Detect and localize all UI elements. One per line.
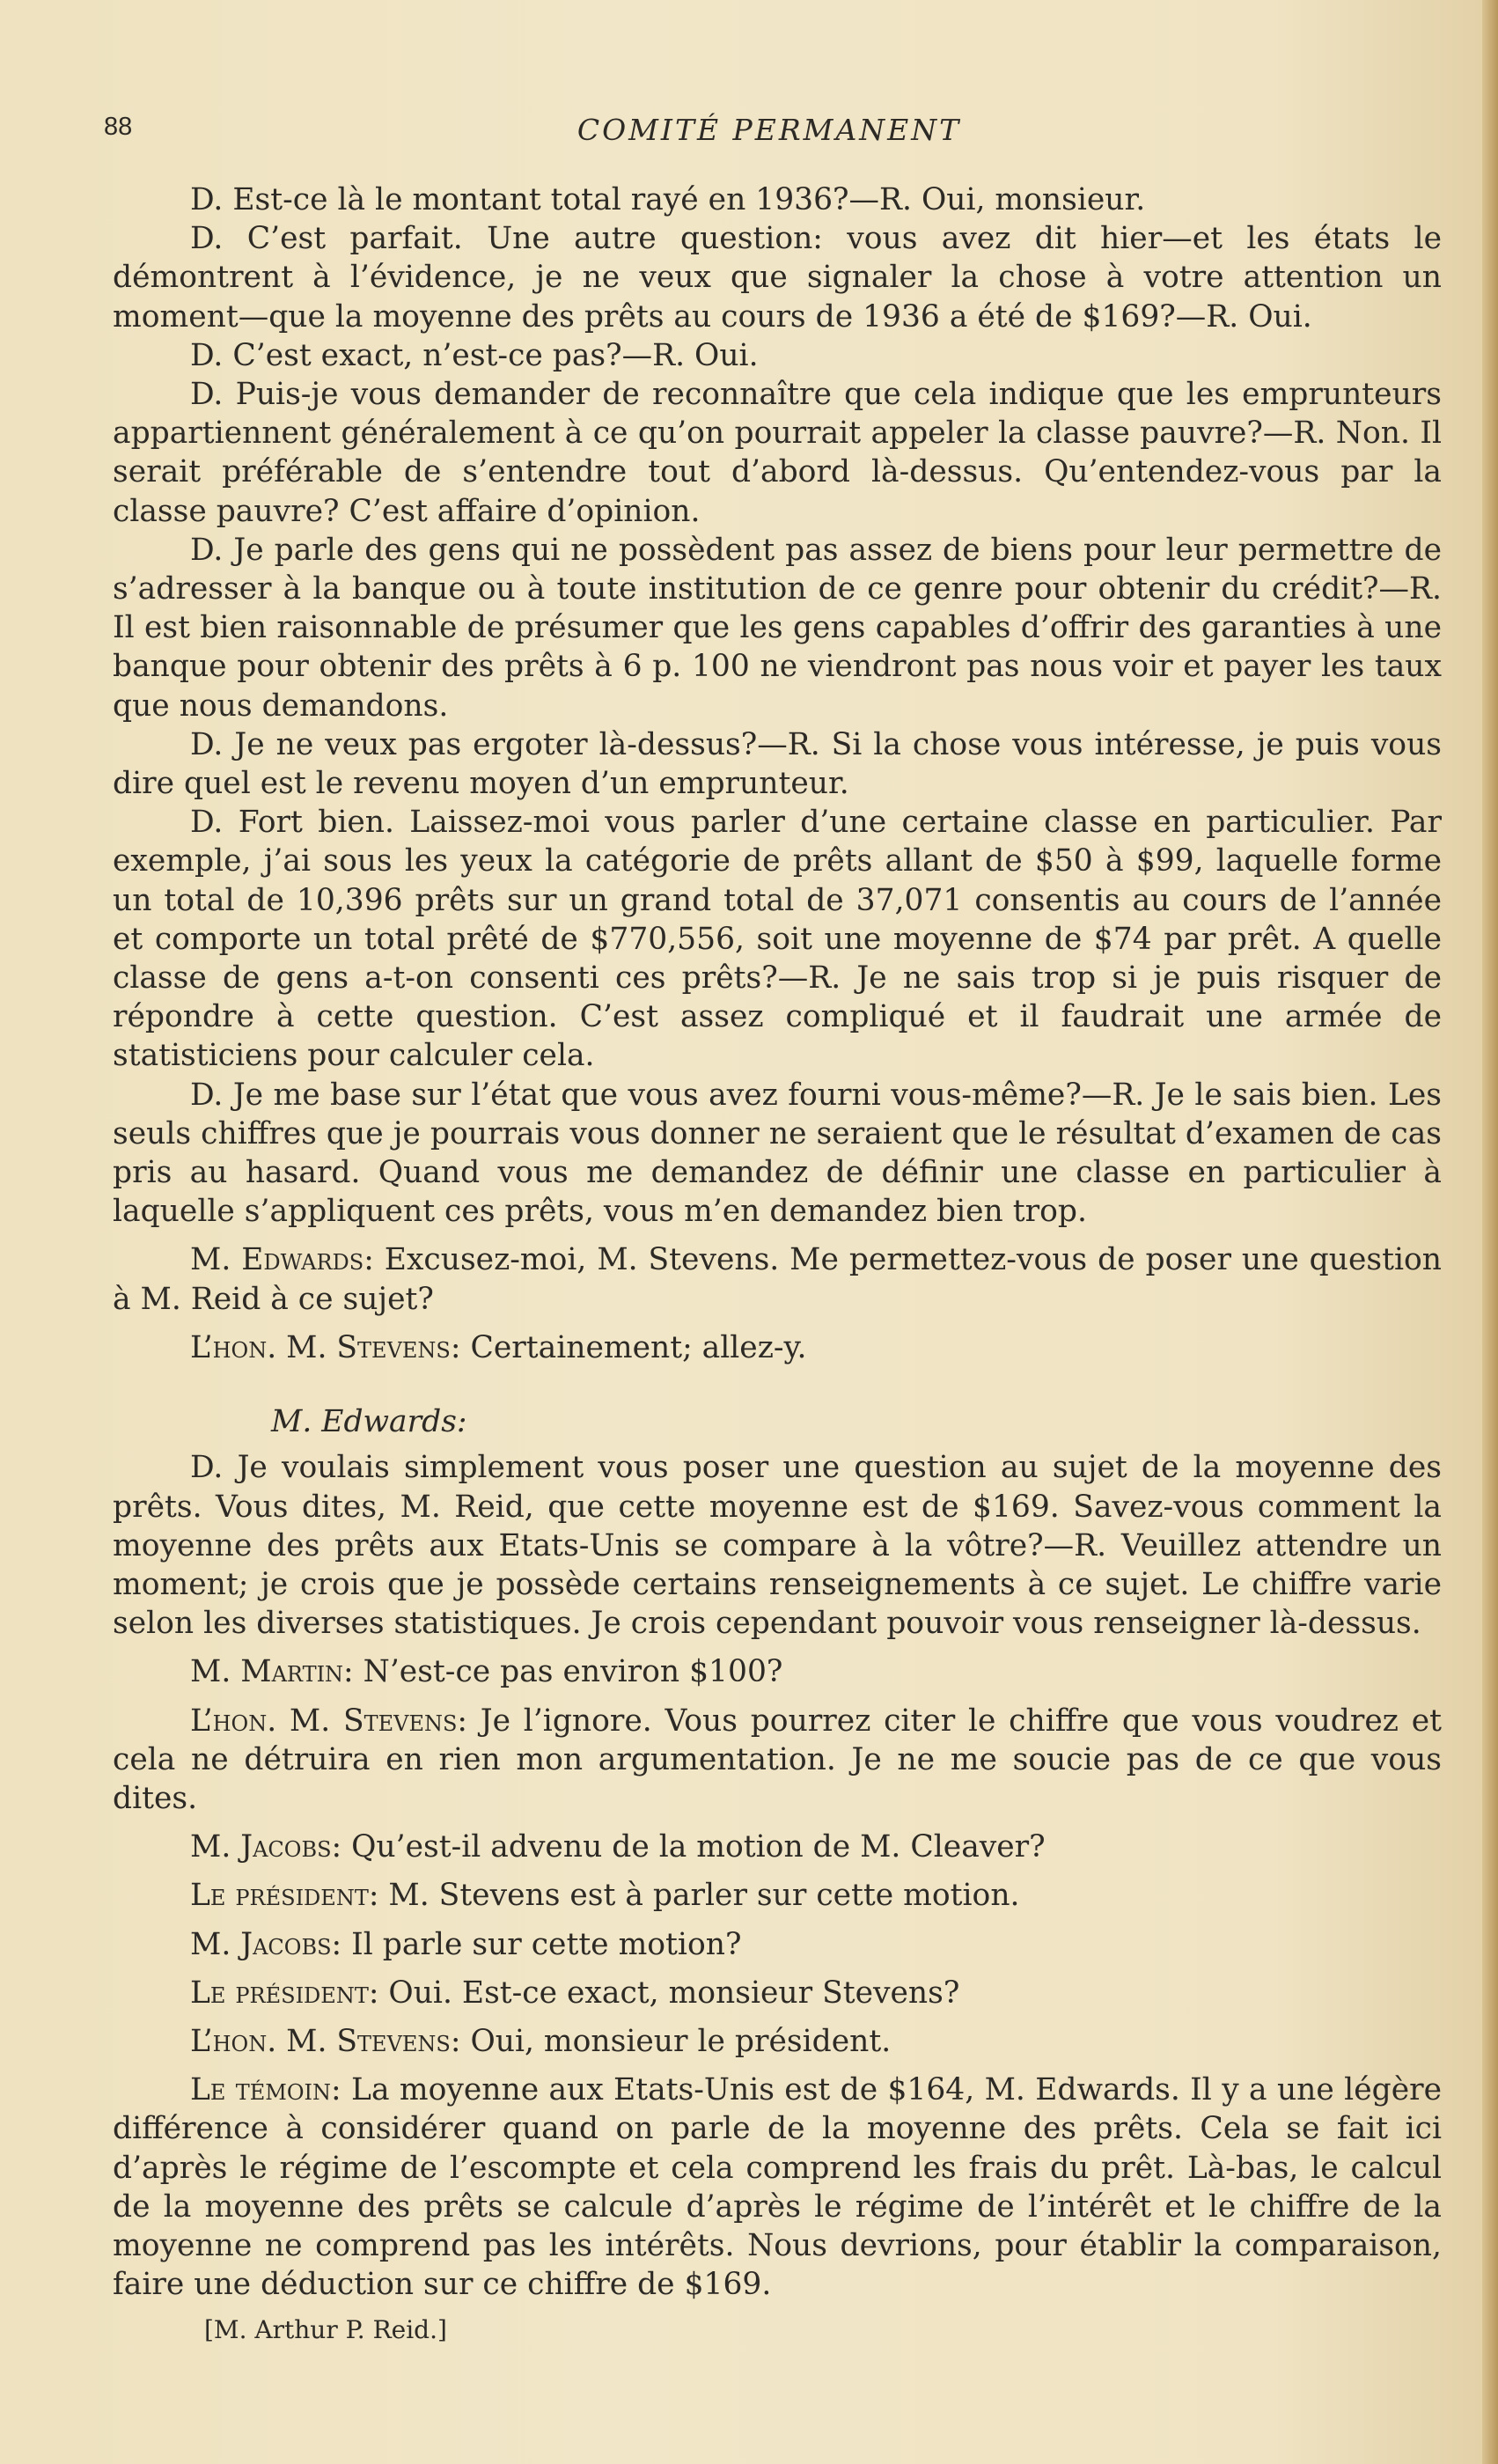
page-number: 88 [104, 113, 133, 141]
speaker-paragraph [113, 1974, 1442, 2012]
speaker-paragraph [113, 1876, 1442, 1915]
page-header [104, 113, 1435, 157]
speaker-paragraph [113, 1240, 1442, 1318]
speaker-paragraph [113, 1702, 1442, 1819]
paragraph: D. Fort bien. Laissez-moi vous parler d’une certaine classe en particulier. Par exemple, j’ai sous les yeux la catégorie de prêts allant de $50 à $99, laquelle forme un total de 10,396 prêts sur un grand total de 37,071 consentis au cours de l’année et comporte un total prêté de $770,556, soit une moyenne de $74 par prêt. A quelle classe de gens a-t-on consenti ces prêts?—R. Je ne sais trop si je puis risquer de répondre à cette question. C’est assez compliqué et il faudrait une armée de statisticiens pour calculer cela. [113, 805, 1442, 1074]
speech-text: Oui. Est-ce exact, monsieur Stevens? [388, 1975, 960, 2011]
paragraph: D. Est-ce là le montant total rayé en 1936?—R. Oui, monsieur. [190, 182, 1146, 217]
speech-text: Oui, monsieur le président. [470, 2023, 892, 2059]
speech-text: Il parle sur cette motion? [351, 1926, 742, 1962]
running-title: COMITÉ PERMANENT [576, 113, 962, 147]
speaker-paragraph [113, 1652, 1442, 1691]
signature-note: [M. Arthur P. Reid.] [204, 2315, 447, 2345]
paragraph: D. Puis-je vous demander de reconnaître que cela indique que les emprunteurs appartiennent généralement à ce qu’on pourrait appeler la classe pauvre?—R. Non. Il serait préférable de s’entendre tout d’abord là-dessus. Qu’entendez-vous par la classe pauvre? C’est affaire d’opinion. [113, 377, 1442, 529]
paragraph: D. Je voulais simplement vous poser une question au sujet de la moyenne des prêts. Vous dites, M. Reid, que cette moyenne est de $169. Savez-vous comment la moyenne des prêts aux Etats-Unis se compare à la vôtre?—R. Veuillez attendre un moment; je crois que je possède certains renseignements à ce sujet. Le chiffre varie selon les diverses statistiques. Je crois cependant pouvoir vous renseigner là-dessus. [113, 1450, 1442, 1642]
speaker-name: L’hon. M. Stevens: [190, 2023, 461, 2059]
speaker-name: M. Martin: [190, 1654, 354, 1690]
speaker-name: M. Jacobs: [190, 1926, 342, 1962]
speech-text: Excusez-moi, M. Stevens. Me permettez-vous de poser une question à M. Reid à ce sujet? [113, 1242, 1442, 1317]
speaker-name: M. Edwards: [190, 1242, 374, 1278]
speech-text: Je l’ignore. Vous pourrez citer le chiffre que vous voudrez et cela ne détruira en rien mon argumentation. Je ne me soucie pas de ce que vous dites. [113, 1703, 1443, 1816]
speaker-name: Le président: [190, 1975, 379, 2011]
speaker-name: Le président: [190, 1878, 379, 1914]
speaker-paragraph [113, 2022, 1442, 2061]
speech-text: Qu’est-il advenu de la motion de M. Cleaver? [351, 1829, 1046, 1865]
speaker-name: L’hon. M. Stevens: [190, 1329, 461, 1365]
paragraph: D. C’est parfait. Une autre question: vous avez dit hier—et les états le démontrent à l’évidence, je ne veux que signaler la chose à votre attention un moment—que la moyenne des prêts au cours de 1936 a été de $169?—R. Oui. [113, 221, 1442, 335]
paragraph: D. Je ne veux pas ergoter là-dessus?—R. Si la chose vous intéresse, je puis vous dire quel est le revenu moyen d’un emprunteur. [113, 726, 1442, 802]
section-heading: M. Edwards: [271, 1404, 467, 1440]
speaker-name: Le témoin: [190, 2072, 341, 2108]
page-body [113, 180, 1442, 2350]
speaker-paragraph [113, 1828, 1442, 1866]
speaker-name: M. Jacobs: [190, 1829, 342, 1865]
paragraph: D. Je parle des gens qui ne possèdent pas assez de biens pour leur permettre de s’adresser à la banque ou à toute institution de ce genre pour obtenir du crédit?—R. Il est bien raisonnable de présumer que les gens capables d’offrir des garanties à une banque pour obtenir des prêts à 6 p. 100 ne viendront pas nous voir et payer les taux que nous demandons. [113, 532, 1442, 724]
speaker-paragraph [113, 1925, 1442, 1964]
speech-text: N’est-ce pas environ $100? [363, 1654, 783, 1690]
paragraph: D. C’est exact, n’est-ce pas?—R. Oui. [190, 337, 759, 373]
speaker-paragraph [113, 1328, 1442, 1367]
page-edge [1482, 0, 1498, 2464]
speech-text: Certainement; allez-y. [470, 1329, 807, 1365]
speaker-paragraph [113, 2070, 1442, 2304]
speech-text: M. Stevens est à parler sur cette motion. [388, 1878, 1020, 1914]
speech-text: La moyenne aux Etats-Unis est de $164, M. Edwards. Il y a une légère différence à considérer quand on parle de la moyenne des prêts. Cela se fait ici d’après le régime de l’escompte et cela comprend les frais du prêt. Là-bas, le calcul de la moyenne des prêts se calcule d’après le régime de l’intérêt et le chiffre de la moyenne ne comprend pas les intérêts. Nous devrions, pour établir la comparaison, faire une déduction sur ce chiffre de $169. [113, 2072, 1443, 2303]
speaker-name: L’hon. M. Stevens: [190, 1703, 468, 1739]
paragraph: D. Je me base sur l’état que vous avez fourni vous-même?—R. Je le sais bien. Les seuls chiffres que je pourrais vous donner ne seraient que le résultat d’examen de cas pris au hasard. Quand vous me demandez de définir une classe en particulier à laquelle s’appliquent ces prêts, vous m’en demandez bien trop. [113, 1077, 1442, 1230]
